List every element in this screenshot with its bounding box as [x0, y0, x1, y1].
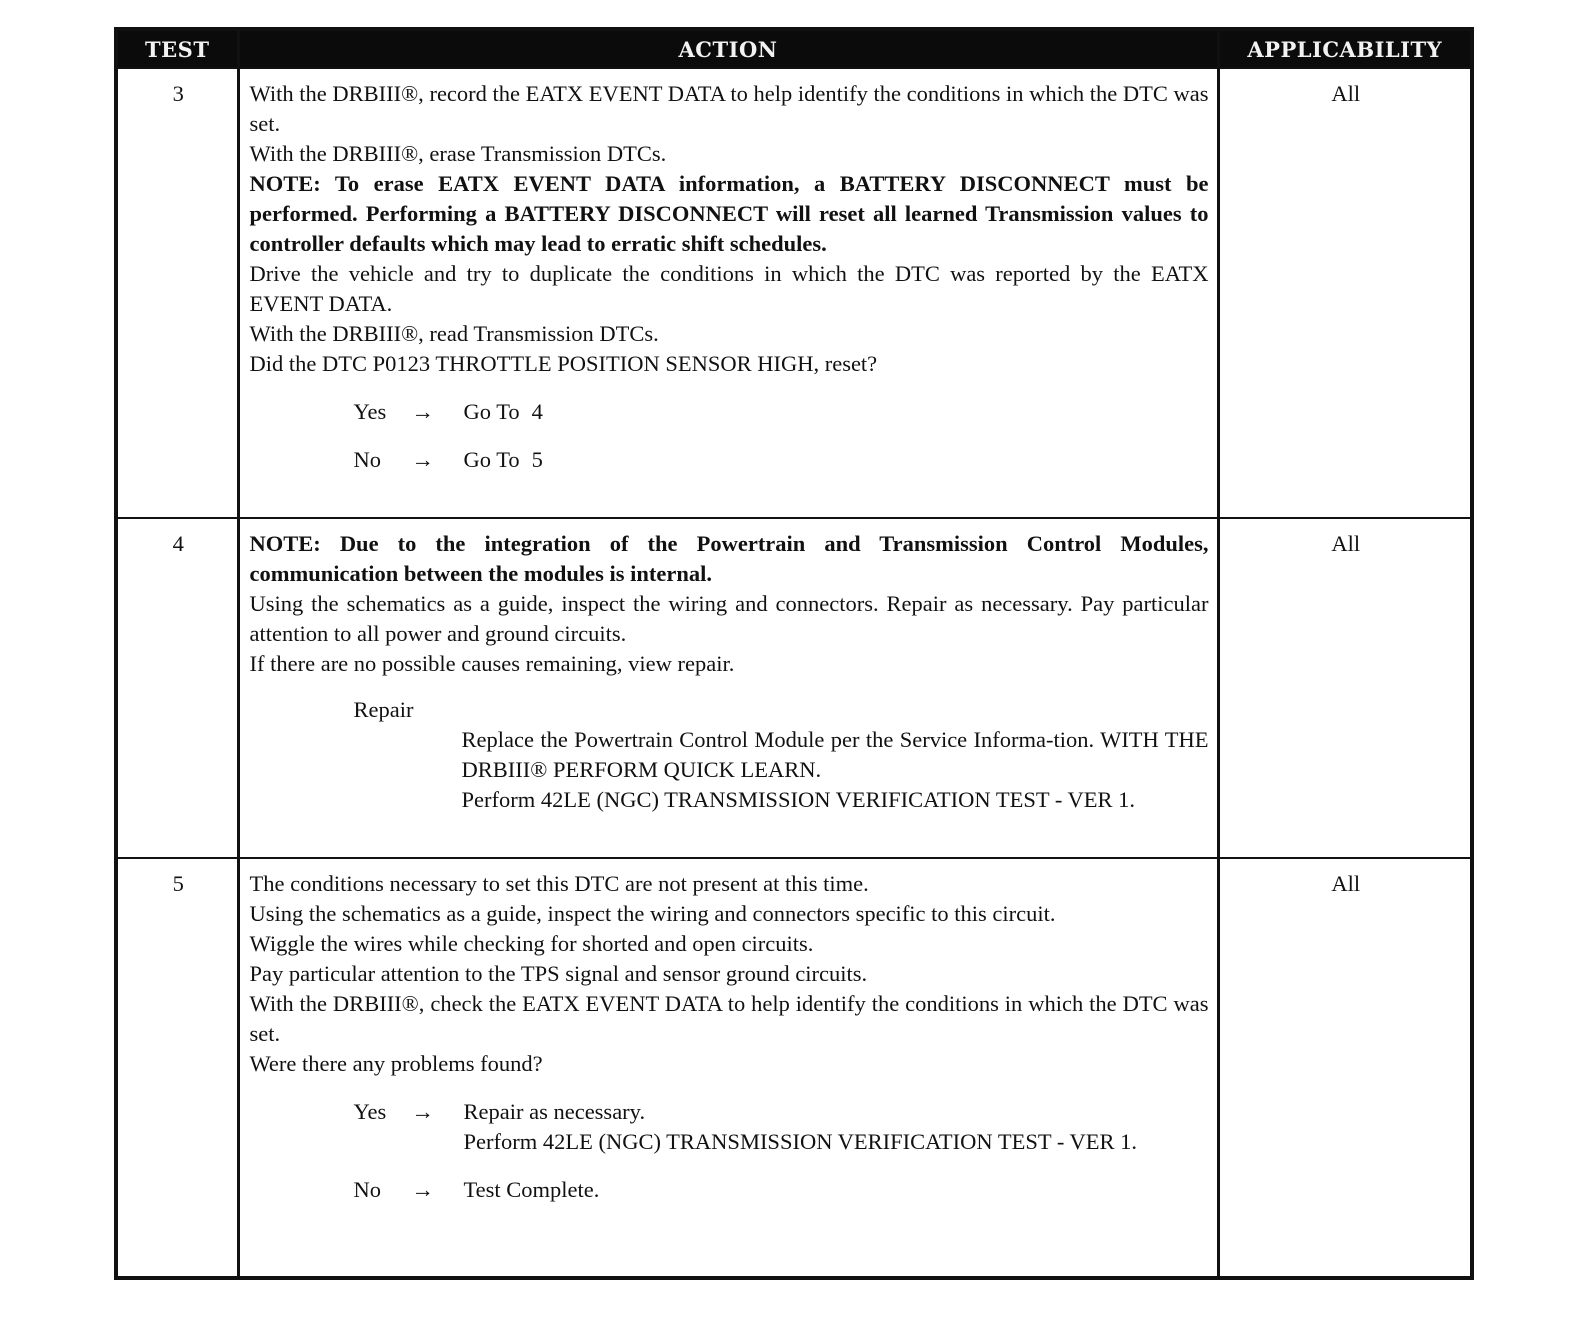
branch-yes-target — [464, 1097, 1209, 1157]
table-row-test-3 — [116, 68, 1472, 518]
branch-yes-line: Repair as necessary. — [463, 1099, 646, 1124]
repair-label: Repair — [353, 697, 414, 722]
branch-yes-line: Perform 42LE (NGC) TRANSMISSION VERIFICATION TEST - VER 1. — [463, 1129, 1138, 1154]
action-cell — [238, 858, 1218, 1278]
applicability-value: All — [1218, 518, 1472, 858]
note-text: NOTE: To erase EATX EVENT DATA information, a BATTERY DISCONNECT must be performed. Performing a BATTERY DISCONNECT will reset all learned Transmission values to controller defaults which may lead to erratic shift schedules. — [249, 171, 1209, 256]
branch-yes-label: Yes — [353, 399, 387, 424]
branch-yes — [250, 1097, 1209, 1157]
action-line: Did the DTC P0123 THROTTLE POSITION SENSOR HIGH, reset? — [249, 351, 878, 376]
right-arrow-icon: → — [411, 399, 434, 424]
action-line: With the DRBIII®, check the EATX EVENT DATA to help identify the conditions in which the DTC was set. — [249, 991, 1209, 1046]
repair-line: Perform 42LE (NGC) TRANSMISSION VERIFICATION TEST - VER 1. — [461, 787, 1136, 812]
header-applicability: APPLICABILITY — [1218, 29, 1472, 68]
action-line: With the DRBIII®, record the EATX EVENT DATA to help identify the conditions in which the DTC was set. — [249, 81, 1209, 136]
header-action: ACTION — [238, 29, 1218, 68]
action-line: Were there any problems found? — [249, 1051, 543, 1076]
branch-no — [250, 1175, 1209, 1205]
right-arrow-icon: → — [411, 1099, 434, 1124]
applicability-value: All — [1218, 858, 1472, 1278]
branch-no-label: No — [353, 447, 381, 472]
table-row-test-5 — [116, 858, 1472, 1278]
header-test: TEST — [116, 29, 238, 68]
table-row-test-4 — [116, 518, 1472, 858]
right-arrow-icon: → — [411, 447, 434, 472]
action-line: Wiggle the wires while checking for shorted and open circuits. — [249, 931, 814, 956]
action-line: If there are no possible causes remaining, view repair. — [249, 651, 735, 676]
right-arrow-icon: → — [411, 1177, 434, 1202]
branch-no-target — [464, 445, 1209, 475]
action-line: With the DRBIII®, erase Transmission DTCs. — [249, 141, 667, 166]
test-number: 3 — [116, 68, 238, 518]
action-line: Using the schematics as a guide, inspect the wiring and connectors specific to this circuit. — [249, 901, 1056, 926]
goto-text: Go To — [463, 447, 520, 472]
goto-text: Go To — [463, 399, 520, 424]
repair-instructions — [354, 725, 1209, 815]
table-header — [116, 29, 1472, 68]
action-line: The conditions necessary to set this DTC are not present at this time. — [249, 871, 869, 896]
branch-no-target: Test Complete. — [463, 1177, 600, 1202]
action-line: With the DRBIII®, read Transmission DTCs. — [249, 321, 659, 346]
applicability-value: All — [1218, 68, 1472, 518]
note-text: NOTE: Due to the integration of the Powertrain and Transmission Control Modules, communication between the modules is internal. — [249, 531, 1209, 586]
action-line: Drive the vehicle and try to duplicate the conditions in which the DTC was reported by the EATX EVENT DATA. — [249, 261, 1209, 316]
branch-no-label: No — [353, 1177, 381, 1202]
action-cell — [238, 518, 1218, 858]
branch-yes-label: Yes — [353, 1099, 387, 1124]
diagnostic-table — [114, 27, 1474, 1280]
branch-no — [250, 445, 1209, 475]
action-cell — [238, 68, 1218, 518]
repair-block — [250, 695, 1209, 815]
branch-yes — [250, 397, 1209, 427]
goto-number: 4 — [531, 399, 543, 424]
branch-yes-target — [464, 397, 1209, 427]
repair-line: Replace the Powertrain Control Module per the Service Informa-tion. WITH THE DRBIII® PERFORM QUICK LEARN. — [461, 727, 1209, 782]
action-line: Pay particular attention to the TPS signal and sensor ground circuits. — [249, 961, 868, 986]
goto-number: 5 — [531, 447, 543, 472]
action-line: Using the schematics as a guide, inspect the wiring and connectors. Repair as necessary. Pay particular attention to all power and ground circuits. — [249, 591, 1209, 646]
test-number: 5 — [116, 858, 238, 1278]
test-number: 4 — [116, 518, 238, 858]
